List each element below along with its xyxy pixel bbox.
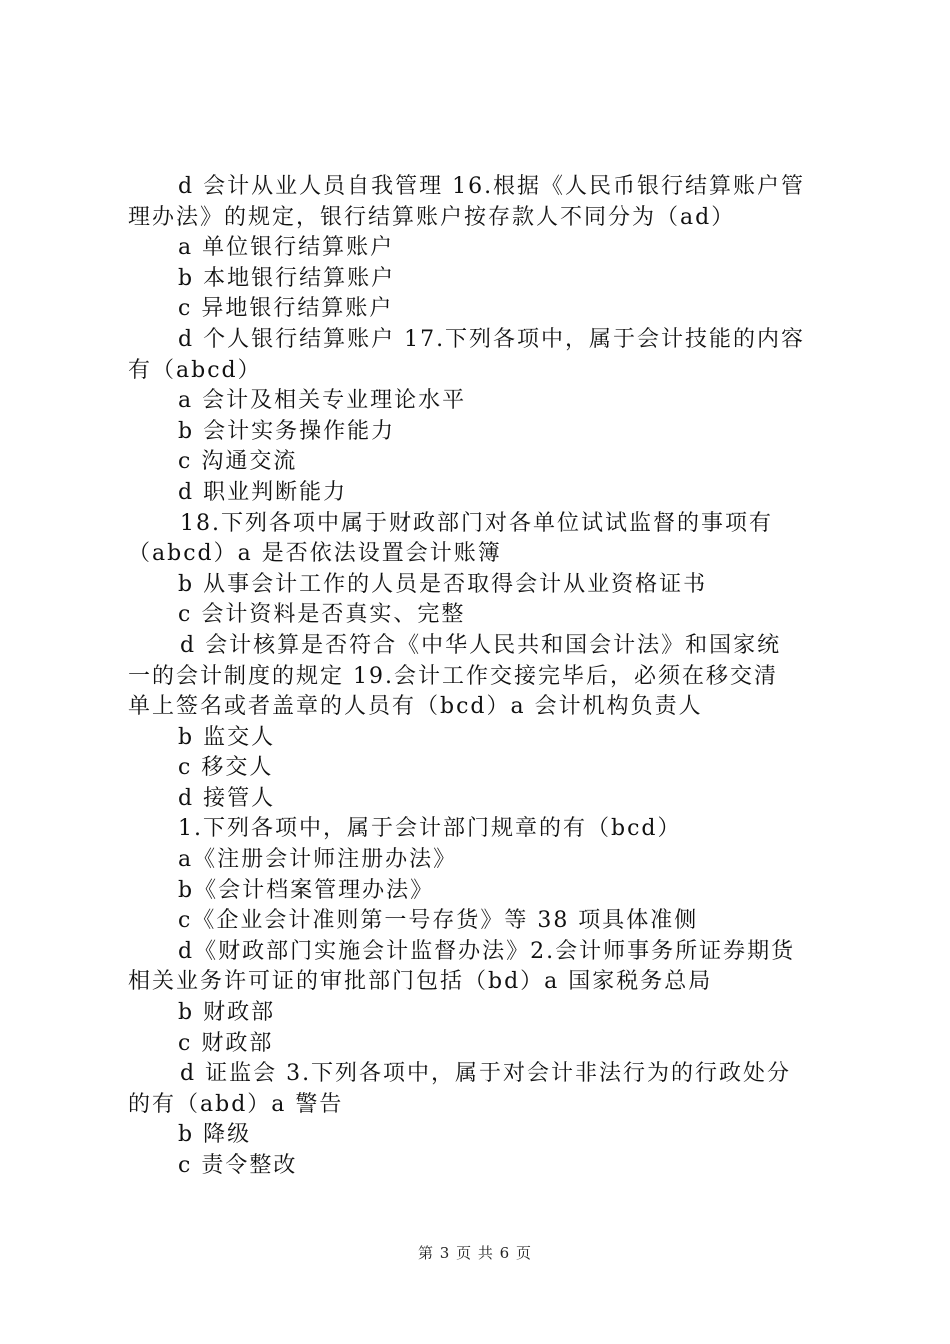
page-number-footer: 第 3 页 共 6 页 [418, 1244, 532, 1262]
text-line: c《企业会计准则第一号存货》等 38 项具体准侧 [178, 908, 699, 934]
text-line: c 财政部 [178, 1030, 274, 1056]
text-line: d 个人银行结算账户 17.下列各项中，属于会计技能的内容 [178, 326, 806, 352]
text-line: b 监交人 [178, 724, 276, 750]
text-line: d《财政部门实施会计监督办法》2.会计师事务所证券期货 [178, 938, 796, 964]
text-line: c 会计资料是否真实、完整 [178, 602, 466, 628]
text-line: 有（abcd） [128, 357, 262, 383]
text-line: b 财政部 [178, 1000, 276, 1026]
text-line: d 会计核算是否符合《中华人民共和国会计法》和国家统 [180, 632, 782, 658]
text-line: 一的会计制度的规定 19.会计工作交接完毕后，必须在移交清 [128, 663, 778, 689]
text-line: c 移交人 [178, 755, 274, 781]
text-line: b 从事会计工作的人员是否取得会计从业资格证书 [178, 571, 708, 597]
text-line: 18.下列各项中属于财政部门对各单位试试监督的事项有 [180, 510, 773, 536]
text-line: 1.下列各项中，属于会计部门规章的有（bcd） [178, 816, 682, 842]
text-line: a 会计及相关专业理论水平 [178, 388, 467, 414]
text-line: 单上签名或者盖章的人员有（bcd）a 会计机构负责人 [128, 694, 703, 720]
text-line: 相关业务许可证的审批部门包括（bd）a 国家税务总局 [128, 969, 713, 995]
text-line: c 沟通交流 [178, 449, 298, 475]
text-line: b 会计实务操作能力 [178, 418, 396, 444]
text-line: b《会计档案管理办法》 [178, 877, 435, 903]
text-line: d 会计从业人员自我管理 16.根据《人民币银行结算账户管 [178, 174, 806, 199]
text-line: d 接管人 [178, 785, 276, 811]
text-line: d 职业判断能力 [178, 479, 348, 505]
text-line: 理办法》的规定，银行结算账户按存款人不同分为（ad） [128, 204, 736, 230]
text-line: d 证监会 3.下列各项中，属于对会计非法行为的行政处分 [180, 1061, 792, 1087]
text-line: b 降级 [178, 1122, 252, 1148]
document-body [128, 172, 833, 1182]
text-line: b 本地银行结算账户 [178, 265, 396, 291]
text-line: c 责令整改 [178, 1153, 298, 1178]
text-line: （abcd）a 是否依法设置会计账簿 [128, 541, 502, 567]
text-line: c 异地银行结算账户 [178, 296, 394, 322]
text-line: a 单位银行结算账户 [178, 235, 395, 261]
text-line: 的有（abd）a 警告 [128, 1091, 344, 1117]
text-line: a《注册会计师注册办法》 [178, 847, 458, 873]
